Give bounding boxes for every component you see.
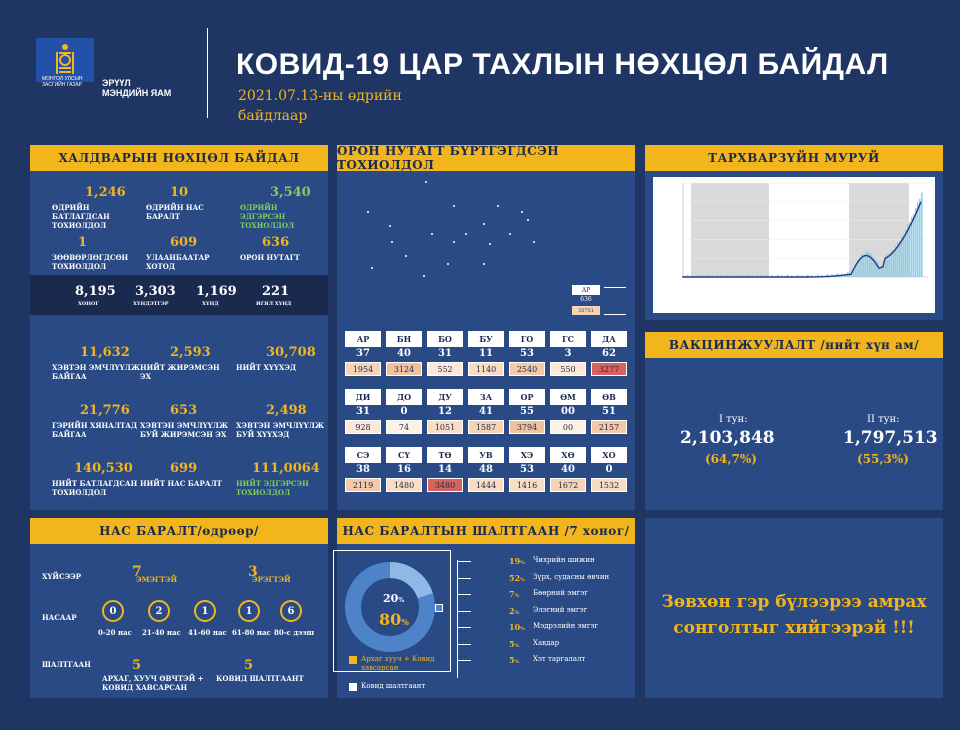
message-line1: Зөвхөн гэр бүлээрээ амрах bbox=[661, 592, 927, 612]
province-total: 3794 bbox=[509, 420, 545, 434]
org-name: ЭРҮҮЛ МЭНДИЙН ЯАМ bbox=[102, 78, 172, 98]
map-point bbox=[405, 255, 407, 257]
curve-bar bbox=[913, 214, 915, 277]
curve-bar bbox=[867, 251, 869, 277]
province-daily: 40 bbox=[397, 348, 411, 359]
province-code: ӨВ bbox=[591, 389, 627, 405]
total-value: 2,498 bbox=[266, 403, 307, 418]
province-total: 1672 bbox=[550, 478, 586, 492]
curve-bar bbox=[919, 199, 921, 277]
cause-label: Бөөрний эмгэг bbox=[533, 589, 588, 597]
bracket-tick bbox=[457, 611, 471, 612]
province-daily: 0 bbox=[400, 406, 408, 417]
causes-panel bbox=[337, 518, 635, 698]
dose1-pct: (64,7%) bbox=[705, 452, 757, 466]
total-label: ХЭВТЭН ЭМЧЛҮҮЛЖ БУЙ ЖИРЭМСЭН ЭХ bbox=[140, 421, 229, 439]
map-point bbox=[389, 225, 391, 227]
map-point bbox=[453, 205, 455, 207]
legend1-label: Архаг хууч + Ковид хавсарсан bbox=[361, 655, 435, 672]
province-code: ГО bbox=[509, 331, 545, 347]
province-daily: 53 bbox=[520, 348, 534, 359]
province-daily: 53 bbox=[520, 464, 534, 475]
curve-bar bbox=[915, 208, 917, 277]
province-code: ДА bbox=[591, 331, 627, 347]
age-range: 0-20 нас bbox=[98, 628, 132, 637]
age-range: 21-40 нас bbox=[142, 628, 181, 637]
vaccine-panel bbox=[645, 332, 943, 510]
province-daily: 40 bbox=[561, 464, 575, 475]
total-value: 140,530 bbox=[74, 461, 133, 476]
cause-pct: 52% bbox=[509, 572, 525, 583]
stat-label: ЗӨӨВӨРЛӨГДСӨН ТОХИОЛДОЛ bbox=[52, 253, 129, 271]
province-daily: 41 bbox=[479, 406, 493, 417]
curve-title: ТАРХВАРЗҮЙН МУРУЙ bbox=[645, 145, 943, 171]
dose2-pct: (55,3%) bbox=[857, 452, 909, 466]
provinces-panel bbox=[337, 145, 635, 510]
map-point bbox=[423, 275, 425, 277]
weekly-label: ХҮНД bbox=[202, 301, 219, 307]
province-code: ДО bbox=[386, 389, 422, 405]
stat-value: 10 bbox=[170, 185, 189, 200]
province-code: ЗА bbox=[468, 389, 504, 405]
age-range: 61-80 нас bbox=[232, 628, 271, 637]
cause-donut bbox=[345, 562, 435, 652]
soyombo-icon bbox=[55, 42, 75, 78]
legend-day: 636 bbox=[580, 296, 592, 303]
deaths-panel bbox=[30, 518, 328, 698]
total-value: 699 bbox=[170, 461, 198, 476]
province-code: СҮ bbox=[386, 447, 422, 463]
curve-bar bbox=[911, 217, 913, 277]
total-label: ХЭВТЭН ЭМЧЛҮҮЛЖ БУЙ ХҮҮХЭД bbox=[236, 421, 325, 439]
legend-code: АР bbox=[572, 285, 600, 295]
female-label: ЭМЭГТЭЙ bbox=[136, 575, 178, 584]
map-point bbox=[367, 211, 369, 213]
total-value: 30,708 bbox=[266, 345, 316, 360]
province-code: БН bbox=[386, 331, 422, 347]
ministry-name: МОНГОЛ УЛСЫН ЗАСГИЙН ГАЗАР bbox=[42, 76, 83, 88]
infection-panel bbox=[30, 145, 328, 510]
cause-pct: 2% bbox=[509, 605, 520, 616]
legend2-swatch bbox=[349, 683, 357, 691]
province-total: 1587 bbox=[468, 420, 504, 434]
province-code: ДУ bbox=[427, 389, 463, 405]
province-daily: 12 bbox=[438, 406, 452, 417]
curve-bar bbox=[903, 235, 905, 277]
province-total: 3277 bbox=[591, 362, 627, 376]
bracket-tick bbox=[457, 561, 471, 562]
causes-title: НАС БАРАЛТЫН ШАЛТГААН /7 хоног/ bbox=[337, 518, 635, 544]
curve-bar bbox=[883, 266, 885, 277]
province-daily: 62 bbox=[602, 348, 616, 359]
map-point bbox=[425, 181, 427, 183]
province-total: 1954 bbox=[345, 362, 381, 376]
map-point bbox=[533, 241, 535, 243]
message-panel bbox=[645, 518, 943, 698]
province-code: ДИ bbox=[345, 389, 381, 405]
province-daily: 3 bbox=[564, 348, 572, 359]
curve-bar bbox=[921, 193, 923, 277]
map-point bbox=[497, 205, 499, 207]
map-point bbox=[483, 263, 485, 265]
province-code: ТӨ bbox=[427, 447, 463, 463]
map-point bbox=[447, 263, 449, 265]
dose2-value: 1,797,513 bbox=[843, 428, 938, 448]
province-code: БУ bbox=[468, 331, 504, 347]
male-label: ЭРЭГТЭЙ bbox=[252, 575, 291, 584]
weekly-value: 221 bbox=[262, 284, 290, 299]
female-value: 7 bbox=[132, 564, 142, 580]
province-daily: 14 bbox=[438, 464, 452, 475]
age-range: 41-60 нас bbox=[188, 628, 227, 637]
legend-lines bbox=[604, 287, 626, 315]
province-daily: 51 bbox=[602, 406, 616, 417]
total-label: НИЙТ ЖИРЭМСЭН ЭХ bbox=[140, 363, 220, 381]
infection-title: ХАЛДВАРЫН НӨХЦӨЛ БАЙДАЛ bbox=[30, 145, 328, 171]
provinces-title: ОРОН НУТАГТ БҮРТГЭГДСЭН ТОХИОЛДОЛ bbox=[337, 145, 635, 171]
province-code: УВ bbox=[468, 447, 504, 463]
big-pct: 80% bbox=[379, 610, 409, 629]
province-code: БО bbox=[427, 331, 463, 347]
province-total: 1416 bbox=[509, 478, 545, 492]
curve-bar bbox=[917, 202, 919, 277]
date-line2: байдлаар bbox=[238, 108, 308, 124]
curve-bar bbox=[905, 230, 907, 277]
total-label: ХЭВТЭН ЭМЧЛҮҮЛЖ БАЙГАА bbox=[52, 363, 141, 381]
total-label: НИЙТ НАС БАРАЛТ bbox=[140, 479, 222, 488]
province-code: ХЭ bbox=[509, 447, 545, 463]
total-label: НИЙТ БАТЛАГДСАН ТОХИОЛДОЛ bbox=[52, 479, 138, 497]
province-daily: 55 bbox=[520, 406, 534, 417]
bracket-tick bbox=[457, 578, 471, 579]
province-total: 552 bbox=[427, 362, 463, 376]
map-point bbox=[391, 241, 393, 243]
curve-bar bbox=[877, 262, 879, 277]
stat-value: 609 bbox=[170, 235, 198, 250]
province-daily: 38 bbox=[356, 464, 370, 475]
province-code: ГС bbox=[550, 331, 586, 347]
province-code: ХӨ bbox=[550, 447, 586, 463]
total-value: 11,632 bbox=[80, 345, 130, 360]
province-total: 2119 bbox=[345, 478, 381, 492]
curve-bar bbox=[889, 253, 891, 277]
stat-label: ОРОН НУТАГТ bbox=[240, 253, 300, 262]
map-point bbox=[483, 223, 485, 225]
province-daily: 16 bbox=[397, 464, 411, 475]
total-label: НИЙТ ЭДГЭРСЭН ТОХИОЛДОЛ bbox=[236, 479, 309, 497]
total-value: 21,776 bbox=[80, 403, 130, 418]
map bbox=[337, 175, 635, 295]
cause-label: Хавдар bbox=[533, 638, 560, 647]
stat-value: 1 bbox=[78, 235, 88, 250]
cause2-label: КОВИД ШАЛТГААНТ bbox=[216, 674, 304, 683]
cause-pct: 7% bbox=[509, 589, 520, 599]
cause1-label: АРХАГ, ХУУЧ ӨВЧТЭЙ + КОВИД ХАВСАРСАН bbox=[102, 674, 204, 692]
map-point bbox=[521, 211, 523, 213]
curve-chart bbox=[653, 177, 935, 313]
age-count: 1 bbox=[194, 600, 216, 622]
province-daily: 0 bbox=[605, 464, 613, 475]
weekly-label: ХОНОГ bbox=[78, 301, 99, 307]
cause-label: Элэгний эмгэг bbox=[533, 605, 588, 614]
date-line1: 2021.07.13-ны өдрийн bbox=[238, 88, 402, 104]
weekly-label: ИГЯЛ ХҮНД bbox=[256, 301, 292, 307]
bracket-tick bbox=[457, 644, 471, 645]
map-point bbox=[509, 233, 511, 235]
map-point bbox=[431, 233, 433, 235]
bracket-tick bbox=[457, 660, 471, 661]
province-total: 550 bbox=[550, 362, 586, 376]
weekly-value: 3,303 bbox=[135, 284, 176, 299]
legend1-swatch bbox=[349, 656, 357, 664]
map-point bbox=[489, 243, 491, 245]
province-total: 1480 bbox=[386, 478, 422, 492]
cause-label: Чихрийн шижин bbox=[533, 556, 595, 564]
stat-label: УЛААНБААТАР ХОТОД bbox=[146, 253, 210, 271]
province-daily: 37 bbox=[356, 348, 370, 359]
total-value: 2,593 bbox=[170, 345, 211, 360]
legend2-label: Ковид шалтгаант bbox=[361, 682, 426, 690]
weekly-value: 8,195 bbox=[75, 284, 116, 299]
map-point bbox=[453, 241, 455, 243]
province-total: 74 bbox=[386, 420, 422, 434]
province-total: 00 bbox=[550, 420, 586, 434]
small-pct: 20% bbox=[383, 592, 405, 605]
map-legend bbox=[572, 285, 627, 319]
sex-label: ХҮЙСЭЭР bbox=[42, 572, 82, 581]
province-daily: 48 bbox=[479, 464, 493, 475]
stat-value: 1,246 bbox=[85, 185, 126, 200]
weekly-label: ХҮНДЭТГЭР bbox=[133, 301, 169, 307]
province-total: 3480 bbox=[427, 478, 463, 492]
cause-label: Мэдрэлийн эмгэг bbox=[533, 622, 599, 630]
cause-label: ШАЛТГААН bbox=[42, 660, 91, 669]
map-point bbox=[465, 233, 467, 235]
page-title: КОВИД-19 ЦАР ТАХЛЫН НӨХЦӨЛ БАЙДАЛ bbox=[236, 48, 889, 81]
curve-bar bbox=[863, 254, 865, 277]
curve-bar bbox=[893, 250, 895, 277]
epidemic-curve bbox=[653, 177, 935, 313]
bracket-tick bbox=[457, 594, 471, 595]
age-label: НАСААР bbox=[42, 613, 77, 622]
cause-pct: 19% bbox=[509, 556, 525, 566]
cause-label: Зүрх, судасны өвчин bbox=[533, 572, 610, 581]
province-total: 1532 bbox=[591, 478, 627, 492]
curve-panel bbox=[645, 145, 943, 320]
stat-label: ӨДРИЙН ЭДГЭРСЭН ТОХИОЛДОЛ bbox=[240, 203, 295, 230]
dose1-label: I тун: bbox=[719, 414, 748, 425]
province-daily: 31 bbox=[438, 348, 452, 359]
bracket-tick bbox=[457, 627, 471, 628]
curve-bar bbox=[899, 241, 901, 277]
age-range: 80-с дээш bbox=[274, 628, 315, 637]
age-count: 2 bbox=[148, 600, 170, 622]
vaccine-title: ВАКЦИНЖУУЛАЛТ /нийт хүн ам/ bbox=[645, 332, 943, 358]
province-total: 2540 bbox=[509, 362, 545, 376]
age-count: 0 bbox=[102, 600, 124, 622]
dose1-value: 2,103,848 bbox=[680, 428, 775, 448]
province-daily: 31 bbox=[356, 406, 370, 417]
province-code: ХО bbox=[591, 447, 627, 463]
province-total: 2157 bbox=[591, 420, 627, 434]
age-count: 1 bbox=[238, 600, 260, 622]
province-total: 1444 bbox=[468, 478, 504, 492]
stat-value: 636 bbox=[262, 235, 290, 250]
map-point bbox=[527, 219, 529, 221]
weekly-value: 1,169 bbox=[196, 284, 237, 299]
dose2-label: II тун: bbox=[867, 414, 900, 425]
age-count: 6 bbox=[280, 600, 302, 622]
province-code: АР bbox=[345, 331, 381, 347]
map-point bbox=[371, 267, 373, 269]
marker-square bbox=[435, 604, 443, 612]
stat-label: ӨДРИЙН НАС БАРАЛТ bbox=[146, 203, 204, 221]
province-total: 1051 bbox=[427, 420, 463, 434]
province-total: 3124 bbox=[386, 362, 422, 376]
curve-shade bbox=[729, 183, 769, 277]
province-code: ОР bbox=[509, 389, 545, 405]
province-daily: 00 bbox=[561, 406, 575, 417]
curve-bar bbox=[909, 222, 911, 277]
total-value: 111,0064 bbox=[252, 461, 320, 476]
province-code: СЭ bbox=[345, 447, 381, 463]
message-line2: сонголтыг хийгээрэй !!! bbox=[673, 618, 915, 638]
stat-label: ӨДРИЙН БАТЛАГДСАН ТОХИОЛДОЛ bbox=[52, 203, 110, 230]
male-value: 3 bbox=[248, 564, 258, 580]
total-label: НИЙТ ХҮҮХЭД bbox=[236, 363, 297, 372]
province-total: 1140 bbox=[468, 362, 504, 376]
cause-label: Хэт таргалалт bbox=[533, 655, 586, 663]
cause1-value: 5 bbox=[132, 658, 142, 673]
cause-pct: 10% bbox=[509, 622, 525, 632]
stat-value: 3,540 bbox=[270, 185, 311, 200]
header-divider bbox=[207, 28, 208, 118]
total-value: 653 bbox=[170, 403, 198, 418]
cause-pct: 5% bbox=[509, 638, 520, 649]
cause2-value: 5 bbox=[244, 658, 254, 673]
province-total: 928 bbox=[345, 420, 381, 434]
province-daily: 11 bbox=[479, 348, 493, 359]
deaths-title: НАС БАРАЛТ/өдрөөр/ bbox=[30, 518, 328, 544]
legend-total: 35751 bbox=[572, 306, 600, 315]
total-label: ГЭРИЙН ХЯНАЛТАД БАЙГАА bbox=[52, 421, 138, 439]
province-code: ӨМ bbox=[550, 389, 586, 405]
cause-pct: 5% bbox=[509, 655, 520, 665]
